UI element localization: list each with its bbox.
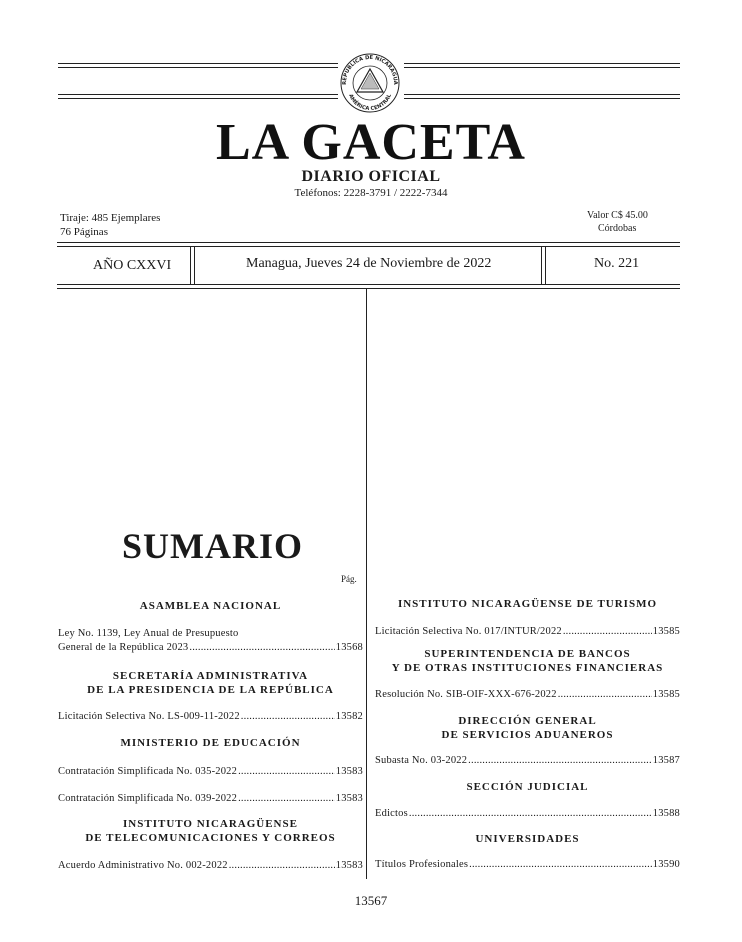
currency: Córdobas	[598, 223, 637, 234]
left-entry-2	[58, 710, 363, 723]
left-entry-1-line1: Ley No. 1139, Ley Anual de Presupuesto	[58, 628, 239, 639]
leader-dots	[409, 807, 652, 820]
leader-dots	[469, 858, 652, 871]
seal-text-top: REPÚBLICA DE NICARAGUA	[341, 54, 399, 85]
right-entry-2-text: Resolución No. SIB-OIF-XXX-676-2022	[375, 689, 557, 700]
issue-bar-top-rule	[57, 242, 680, 243]
right-entry-5-page: 13590	[652, 859, 680, 870]
right-entry-2-page: 13585	[652, 689, 680, 700]
masthead-rule-left-low	[58, 94, 338, 95]
newspaper-subtitle: DIARIO OFICIAL	[301, 168, 441, 185]
right-heading-judicial: SECCIÓN JUDICIAL	[466, 781, 589, 793]
svg-text:AMÉRICA CENTRAL	[347, 93, 393, 112]
issue-bar-top-rule-2	[57, 246, 680, 247]
right-entry-3-page: 13587	[652, 755, 680, 766]
newspaper-title: LA GACETA	[216, 114, 526, 171]
masthead-rule-right-low	[404, 94, 680, 95]
left-entry-3	[58, 765, 363, 778]
issue-bar-bottom-rule-2	[57, 288, 680, 289]
left-entry-2-text: Licitación Selectiva No. LS-009-11-2022	[58, 711, 240, 722]
leader-dots	[558, 688, 652, 701]
issue-bar-divider-2b	[545, 246, 546, 284]
left-entry-2-page: 13582	[335, 711, 363, 722]
seal-text-bottom: AMÉRICA CENTRAL	[347, 93, 393, 113]
left-entry-1	[58, 641, 363, 654]
leader-dots	[189, 641, 334, 654]
page-number: 13567	[354, 893, 388, 908]
right-entry-3	[375, 754, 680, 767]
left-entry-1-page: 13568	[335, 642, 363, 653]
right-entry-3-text: Subasta No. 03-2022	[375, 755, 468, 766]
page-column-label: Pág.	[341, 574, 357, 584]
left-entry-4	[58, 792, 363, 805]
right-entry-2	[375, 688, 680, 701]
right-heading-universidades: UNIVERSIDADES	[475, 833, 580, 845]
right-heading-siboif: SUPERINTENDENCIA DE BANCOS Y DE OTRAS INSTITUCIONES FINANCIERAS	[391, 648, 664, 674]
leader-dots	[468, 754, 652, 767]
issue-bar-bottom-rule	[57, 284, 680, 285]
masthead-rule-left-mid	[58, 67, 338, 68]
issue-number: No. 221	[594, 256, 640, 271]
sumario-title: SUMARIO	[122, 526, 304, 566]
right-entry-1-page: 13585	[652, 626, 680, 637]
masthead-rule-right-mid	[404, 67, 680, 68]
print-run: Tiraje: 485 Ejemplares	[60, 212, 161, 224]
left-entry-1-text: General de la República 2023	[58, 642, 189, 653]
left-heading-asamblea: ASAMBLEA NACIONAL	[139, 600, 282, 612]
right-entry-1-text: Licitación Selectiva No. 017/INTUR/2022	[375, 626, 562, 637]
masthead-rule-right-low2	[404, 98, 680, 99]
leader-dots	[229, 859, 335, 872]
left-heading-secretaria: SECRETARÍA ADMINISTRATIVA DE LA PRESIDENCIA DE LA REPÚBLICA	[87, 670, 334, 696]
leader-dots	[241, 710, 335, 723]
phone-numbers: Teléfonos: 2228-3791 / 2222-7344	[294, 187, 448, 199]
left-entry-5	[58, 859, 363, 872]
left-entry-5-text: Acuerdo Administrativo No. 002-2022	[58, 860, 228, 871]
right-entry-4	[375, 807, 680, 820]
issue-date: Managua, Jueves 24 de Noviembre de 2022	[246, 256, 492, 271]
issue-bar-divider-2	[541, 246, 542, 284]
right-entry-4-text: Edictos	[375, 808, 408, 819]
right-entry-5	[375, 858, 680, 871]
issue-bar-divider-1b	[194, 246, 195, 284]
nicaragua-seal-icon	[336, 52, 404, 114]
left-entry-5-page: 13583	[335, 860, 363, 871]
leader-dots	[238, 792, 335, 805]
leader-dots	[563, 625, 652, 638]
masthead-rule-right-top	[404, 63, 680, 64]
right-entry-1	[375, 625, 680, 638]
left-heading-educacion: MINISTERIO DE EDUCACIÓN	[120, 737, 301, 749]
left-entry-3-page: 13583	[335, 766, 363, 777]
issue-year: AÑO CXXVI	[93, 258, 172, 273]
leader-dots	[238, 765, 335, 778]
right-entry-5-text: Títulos Profesionales	[375, 859, 469, 870]
right-entry-4-page: 13588	[652, 808, 680, 819]
left-entry-3-text: Contratación Simplificada No. 035-2022	[58, 766, 238, 777]
issue-bar-divider-1	[190, 246, 191, 284]
right-heading-aduanas: DIRECCIÓN GENERAL DE SERVICIOS ADUANEROS	[441, 715, 614, 741]
left-entry-4-text: Contratación Simplificada No. 039-2022	[58, 793, 238, 804]
left-heading-telcor: INSTITUTO NICARAGÜENSE DE TELECOMUNICACIONES Y CORREOS	[85, 818, 336, 844]
masthead-rule-left-top	[58, 63, 338, 64]
right-heading-intur: INSTITUTO NICARAGÜENSE DE TURISMO	[397, 598, 658, 610]
left-entry-4-page: 13583	[335, 793, 363, 804]
page-count: 76 Páginas	[60, 226, 108, 238]
column-divider	[366, 289, 367, 879]
price: Valor C$ 45.00	[587, 210, 648, 221]
masthead-rule-left-low2	[58, 98, 338, 99]
